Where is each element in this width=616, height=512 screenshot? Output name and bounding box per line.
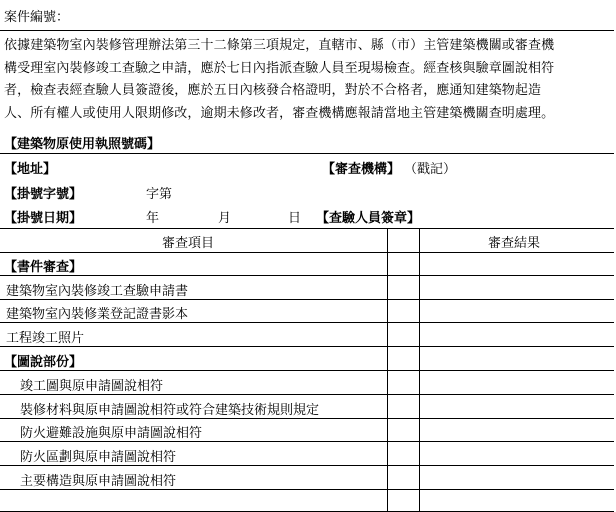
- date-year: 年: [146, 211, 160, 226]
- inspector-signature-label: 【查驗人員簽章】: [316, 211, 421, 226]
- table-row: 【書件審查】: [4, 260, 83, 275]
- registration-date-label: 【掛號日期】: [4, 211, 83, 226]
- intro-line: 依據建築物室內裝修管理辦法第三十二條第三項規定，直轄市、縣（市）主管建築機關或審查機: [4, 38, 555, 53]
- intro-line: 者，檢查表經查驗人員簽證後，應於五日內核發合格證明，對於不合格者，應通知建築物起造: [4, 83, 542, 98]
- license-number-label: 【建築物原使用執照號碼】: [4, 137, 161, 152]
- table-row: 建築物室內裝修竣工查驗申請書: [6, 284, 189, 299]
- table-row: 主要構造與原申請圖說相符: [20, 474, 177, 489]
- intro-line: 構受理室內裝修竣工查驗之申請，應於七日內指派查驗人員至現場檢查。經查核與驗章圖說相符: [4, 60, 555, 76]
- table-row: 竣工圖與原申請圖說相符: [20, 379, 164, 394]
- column-header-item: 審查項目: [162, 236, 215, 251]
- table-row: 建築物室內裝修業登記證書影本: [6, 307, 189, 322]
- review-org-label: 【審查機構】: [322, 162, 401, 177]
- table-row: 防火區劃與原申請圖說相符: [20, 450, 177, 465]
- registration-number-label: 【掛號字號】: [4, 187, 83, 202]
- review-org-stamp-note: （戳記）: [404, 162, 457, 177]
- intro-line: 人、所有權人或使用人限期修改，逾期未修改者，審查機構應報請當地主管建築機關查明處理。: [4, 105, 555, 121]
- column-header-result: 審查結果: [488, 236, 541, 251]
- table-row: 【圖說部份】: [4, 355, 83, 370]
- registration-number-unit: 字第: [146, 187, 173, 202]
- case-number-label: 案件編號：: [4, 10, 70, 25]
- table-row: 裝修材料與原申請圖說相符或符合建築技術規則規定: [20, 403, 320, 418]
- table-row: 防火避難設施與原申請圖說相符: [20, 426, 203, 441]
- address-label: 【地址】: [4, 162, 57, 177]
- date-month: 月: [218, 211, 232, 226]
- table-row: 工程竣工照片: [6, 331, 85, 346]
- date-day: 日: [288, 211, 302, 226]
